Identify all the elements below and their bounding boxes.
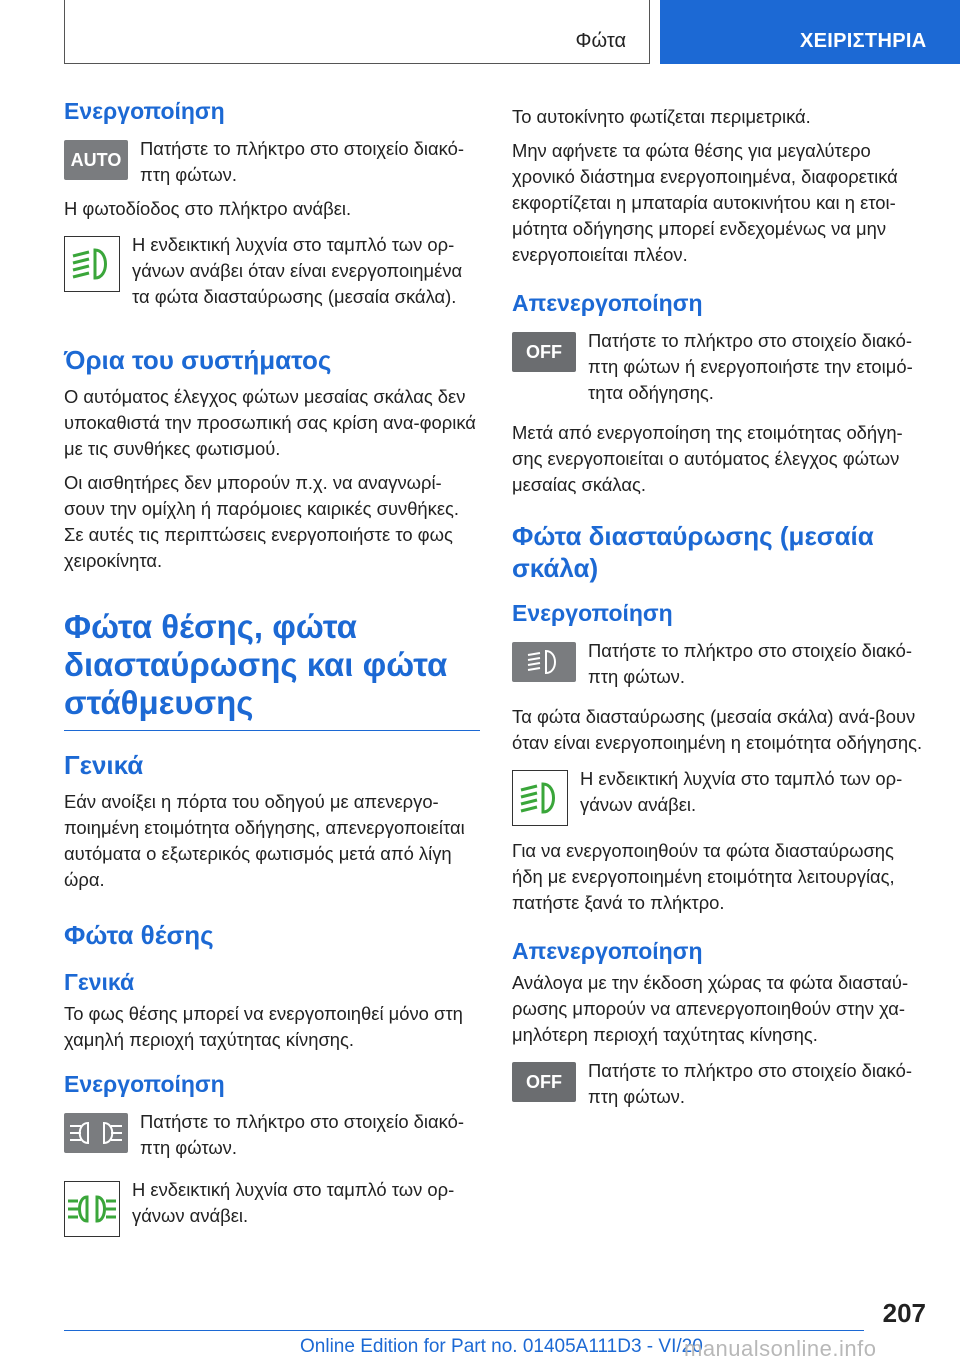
indicator-text-3: Η ενδεικτική λυχνία στο ταμπλό των ορ-γάνων ανάβει. <box>580 768 903 815</box>
page-number: 207 <box>882 1298 926 1328</box>
indicator-text-1: Η ενδεικτική λυχνία στο ταμπλό των ορ-γάνων ανάβει όταν είναι ενεργοποιημένα τα φώτα διασταύρωσης (μεσαία σκάλα). <box>132 234 463 307</box>
low-beam-indicator-icon-2 <box>512 770 568 826</box>
page-header <box>0 0 960 66</box>
low-beam-on-text: Τα φώτα διασταύρωσης (μεσαία σκάλα) ανά-βουν όταν είναι ενεργοποιημένη η ετοιμότητα οδήγησης. <box>512 706 923 753</box>
limits-paragraph-1: Ο αυτόματος έλεγχος φώτων μεσαίας σκάλας δεν υποκαθιστά την προσωπική σας κρίση ανα-φορικά με τις συνθήκες φωτισμού. <box>64 386 476 459</box>
heading-general: Γενικά <box>64 750 144 780</box>
indicator-text-2: Η ενδεικτική λυχνία στο ταμπλό των ορ-γάνων ανάβει. <box>132 1179 455 1226</box>
heading-main-lights: Φώτα θέσης, φώτα διασταύρωσης και φώτα στάθμευσης <box>64 608 480 731</box>
off-button-icon: OFF <box>512 332 576 372</box>
low-beam-indicator-icon <box>64 236 120 292</box>
low-beam-button-icon <box>512 642 576 682</box>
position-text: Το φως θέσης μπορεί να ενεργοποιηθεί μόνο στη χαμηλή περιοχή ταχύτητας κίνησης. <box>64 1003 463 1050</box>
heading-activation-2: Ενεργοποίηση <box>64 1071 225 1097</box>
footer-edition: Online Edition for Part no. 01405A111D3 - VI/20 <box>300 1336 703 1357</box>
position-button-text: Πατήστε το πλήκτρο στο στοιχείο διακό-πτη φώτων. <box>140 1111 464 1158</box>
general-text: Εάν ανοίξει η πόρτα του οδηγού με απενεργο-ποιημένη ετοιμότητα οδήγησης, απενεργοποιείται αυτόματα ο εξωτερικός φωτισμός μετά από λίγη ώρα. <box>64 791 465 890</box>
heading-position-lights: Φώτα θέσης <box>64 920 214 950</box>
heading-general-2: Γενικά <box>64 969 135 995</box>
indicator-row-2 <box>64 1177 480 1237</box>
low-beam-function-text: Για να ενεργοποιηθούν τα φώτα διασταύρωσης ήδη με ενεργοποιημένη ετοιμότητα λειτουργίας, πατήστε ξανά το πλήκτρο. <box>512 840 895 913</box>
off-button-row <box>512 328 928 406</box>
position-light-indicator-icon <box>64 1181 120 1237</box>
heading-deactivation: Απενεργοποίηση <box>512 290 703 316</box>
low-beam-button-row <box>512 638 928 690</box>
led-text: Η φωτοδίοδος στο πλήκτρο ανάβει. <box>64 198 352 219</box>
heading-activation-3: Ενεργοποίηση <box>512 600 673 626</box>
right-column <box>512 96 928 1110</box>
position-button-row <box>64 1109 480 1161</box>
heading-deactivation-2: Απενεργοποίηση <box>512 938 703 964</box>
low-beam-button-text: Πατήστε το πλήκτρο στο στοιχείο διακό-πτη φώτων. <box>588 640 912 687</box>
off-button-text-2: Πατήστε το πλήκτρο στο στοιχείο διακό-πτη φώτων. <box>588 1060 912 1107</box>
left-column <box>64 96 480 1237</box>
footer-rule <box>64 1330 864 1331</box>
watermark: manualsonline.info <box>684 1336 877 1361</box>
auto-button-text: Πατήστε το πλήκτρο στο στοιχείο διακό-πτη φώτων. <box>140 138 464 185</box>
heading-activation: Ενεργοποίηση <box>64 98 225 124</box>
position-light-button-icon <box>64 1113 128 1153</box>
intro-text-2: Μην αφήνετε τα φώτα θέσης για μεγαλύτερο χρονικό διάστημα ενεργοποιημένα, διαφορετικά εκφορτίζεται η μπαταρία αυτοκινήτου και η ετοι-μότητα οδήγησης μπορεί ενδεχομένως να μην ενεργοποιείται πλέον. <box>512 140 898 265</box>
auto-button-row <box>64 136 480 188</box>
header-chapter-tab: ΧΕΙΡΙΣΤΗΡΙΑ <box>660 0 960 64</box>
limits-paragraph-2: Οι αισθητήρες δεν μπορούν π.χ. να αναγνωρί-σουν την ομίχλη ή παρόμοιες καιρικές συνθήκες. Σε αυτές τις περιπτώσεις ενεργοποιήστε το φως χειροκίνητα. <box>64 472 460 571</box>
heading-system-limits: Όρια του συστήματος <box>64 345 332 375</box>
auto-button-icon: AUTO <box>64 140 128 180</box>
deactivation-2-text: Ανάλογα με την έκδοση χώρας τα φώτα διασταύ-ρωσης μπορούν να απενεργοποιηθούν στην χα-μηλότερη περιοχή ταχύτητας κίνησης. <box>512 972 909 1045</box>
indicator-row-3 <box>512 766 928 826</box>
heading-low-beam: Φώτα διασταύρωσης (μεσαία σκάλα) <box>512 521 874 583</box>
off-button-row-2 <box>512 1058 928 1110</box>
off-button-text: Πατήστε το πλήκτρο στο στοιχείο διακό-πτη φώτων ή ενεργοποιήστε την ετοιμό-τητα οδήγησης. <box>588 330 913 403</box>
indicator-row-1 <box>64 232 480 310</box>
intro-text-1: Το αυτοκίνητο φωτίζεται περιμετρικά. <box>512 106 811 127</box>
header-frame <box>64 0 650 64</box>
off-button-icon-2: OFF <box>512 1062 576 1102</box>
after-activation-text: Μετά από ενεργοποίηση της ετοιμότητας οδήγη-σης ενεργοποιείται ο αυτόματος έλεγχος φώτων μεσαίας σκάλας. <box>512 422 903 495</box>
header-section-title: Φώτα <box>575 30 626 52</box>
